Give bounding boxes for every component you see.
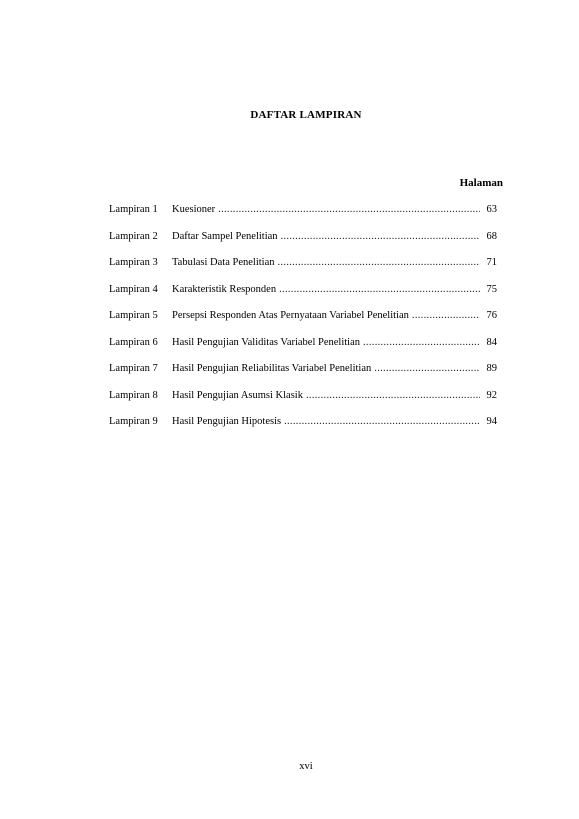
dot-leader: [284, 416, 480, 427]
toc-entry[interactable]: [109, 310, 497, 337]
dot-leader: [281, 231, 480, 242]
toc-entry-text: Kuesioner: [172, 204, 216, 215]
dot-leader: [277, 257, 480, 268]
dot-leader: [279, 284, 480, 295]
dot-leader: [218, 204, 480, 215]
toc-entry-page: 92: [486, 389, 497, 401]
toc-entry[interactable]: [109, 257, 497, 284]
toc-entry-page: 76: [486, 310, 497, 321]
toc-entry-label: Lampiran 1: [109, 204, 158, 215]
table-of-contents: [109, 204, 497, 443]
toc-entry-page: 71: [486, 257, 497, 268]
toc-entry-text: Hasil Pengujian Hipotesis: [172, 416, 282, 427]
toc-entry-label: Lampiran 7: [109, 363, 158, 374]
toc-entry-body: [172, 231, 497, 242]
toc-entry[interactable]: [109, 416, 497, 443]
toc-entry-label: Lampiran 5: [109, 310, 158, 321]
toc-entry-body: [172, 284, 497, 295]
dot-leader: [363, 337, 480, 348]
dot-leader: [374, 363, 480, 374]
toc-entry-text: Daftar Sampel Penelitian: [172, 230, 278, 242]
toc-entry[interactable]: [109, 204, 497, 231]
toc-entry-body: [172, 416, 497, 427]
toc-entry[interactable]: [109, 337, 497, 364]
toc-entry-page: 84: [486, 336, 497, 348]
toc-entry-body: [172, 257, 497, 268]
page-title: DAFTAR LAMPIRAN: [250, 109, 362, 121]
toc-entry-text: Hasil Pengujian Validitas Variabel Penelitian: [172, 336, 360, 348]
toc-entry-text: Tabulasi Data Penelitian: [172, 257, 275, 268]
page-number: xvi: [299, 761, 313, 772]
toc-entry[interactable]: [109, 363, 497, 390]
toc-entry-body: [172, 310, 497, 321]
toc-entry-body: [172, 337, 497, 348]
toc-entry-page: 89: [486, 363, 497, 374]
toc-entry-body: [172, 204, 497, 215]
toc-entry-page: 75: [486, 283, 497, 295]
toc-entry-body: [172, 363, 497, 374]
toc-entry-text: Karakteristik Responden: [172, 283, 277, 295]
toc-entry[interactable]: [109, 231, 497, 258]
page-column-header: Halaman: [459, 177, 503, 189]
toc-entry-label: Lampiran 8: [109, 389, 158, 401]
toc-entry-body: [172, 390, 497, 401]
toc-entry-text: Persepsi Responden Atas Pernyataan Variabel Penelitian: [172, 310, 409, 321]
toc-entry-text: Hasil Pengujian Reliabilitas Variabel Penelitian: [172, 363, 372, 374]
toc-entry-label: Lampiran 6: [109, 336, 158, 348]
toc-entry-page: 63: [486, 204, 497, 215]
toc-entry[interactable]: [109, 284, 497, 311]
toc-entry[interactable]: [109, 390, 497, 417]
toc-entry-label: Lampiran 2: [109, 230, 158, 242]
toc-entry-label: Lampiran 4: [109, 283, 158, 295]
toc-entry-page: 94: [486, 416, 497, 427]
dot-leader: [412, 310, 480, 321]
dot-leader: [306, 390, 480, 401]
toc-entry-label: Lampiran 9: [109, 416, 158, 427]
toc-entry-label: Lampiran 3: [109, 257, 158, 268]
toc-entry-page: 68: [486, 230, 497, 242]
toc-entry-text: Hasil Pengujian Asumsi Klasik: [172, 389, 303, 401]
